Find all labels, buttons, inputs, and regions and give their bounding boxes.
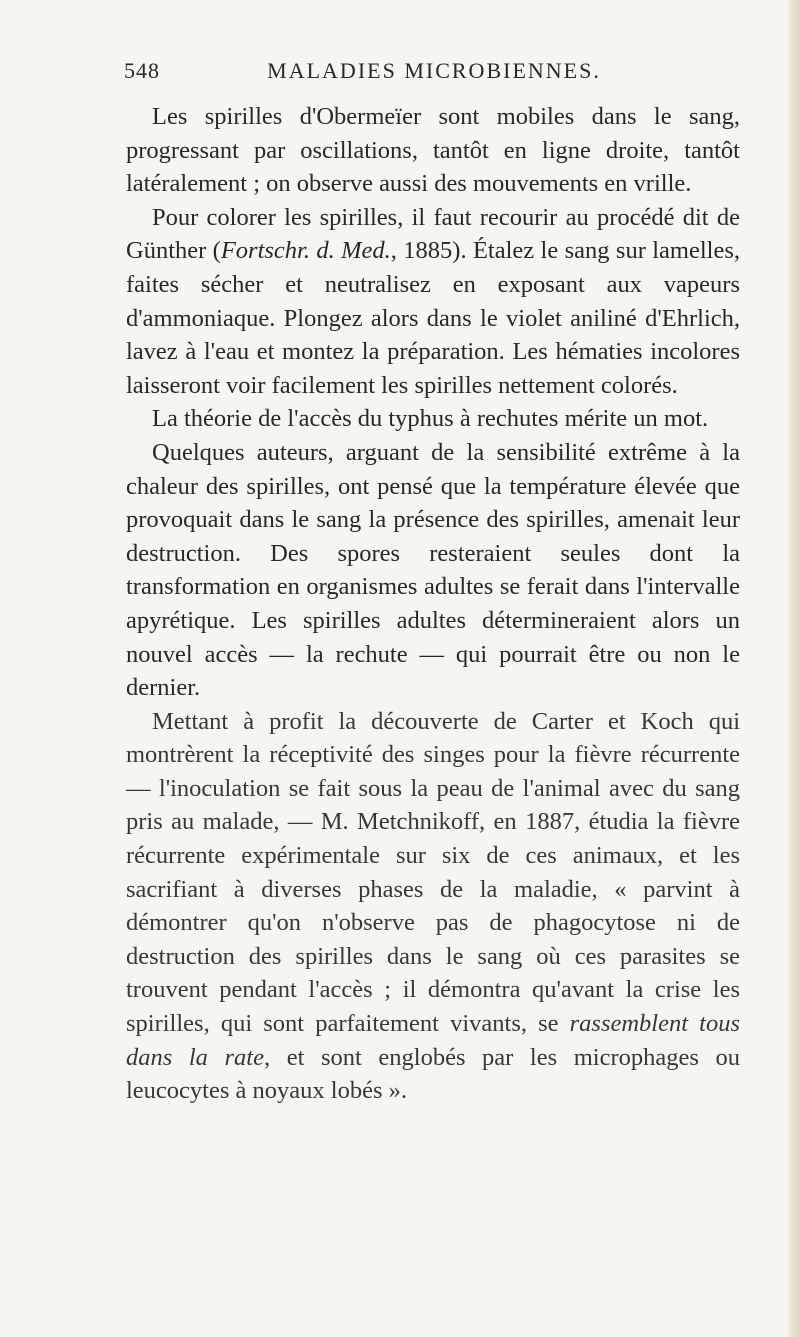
paragraph-2-text-a: Pour colorer les spirilles, il faut recourir au procédé dit de Günther ( [126,203,740,265]
page-number: 548 [124,58,160,83]
running-title: MALADIES MICROBIENNES. [267,58,601,83]
paragraph-3-text: La théorie de l'accès du typhus à rechutes mérite un mot. [152,405,709,433]
body-text [126,100,740,1108]
page-edge [786,0,800,1337]
citation-journal: Fortschr. d. Med. [220,237,391,265]
paragraph-4-text: Quelques auteurs, arguant de la sensibilité extrême à la chaleur des spirilles, ont pensé que la température élevée que provoquait dans le sang la présence des spirilles, amenait leur destruction. Des spores resteraient seules dont la transformation en organismes adultes se ferait dans l'intervalle apyrétique. Les spirilles adultes détermineraient alors un nouvel accès — la rechute — qui pourrait être ou non le dernier. [126,438,740,702]
paragraph-1-text: Les spirilles d'Obermeïer sont mobiles dans le sang, progressant par oscillations, tantôt en ligne droite, tantôt latéralement ; on observe aussi des mouvements en vrille. [126,103,740,198]
paragraph-2-text-b: , 1885). Étalez le sang sur lamelles, faites sécher et neutralisez en exposant aux vapeurs d'ammoniaque. Plongez alors dans le violet aniliné d'Ehrlich, lavez à l'eau et montez la préparation. Les hématies incolores laisseront voir facilement les spirilles nettement colorés. [126,237,740,399]
paragraph-5-text-a: Mettant à profit la découverte de Carter et Koch qui montrèrent la réceptivité des singes pour la fièvre récurrente — l'inoculation se fait sous la peau de l'animal avec du sang pris au malade, — M. Metchnikoff, en 1887, étudia la fièvre récurrente expérimentale sur six de ces animaux, et les sacrifiant à diverses phases de la maladie, « parvint à démontrer qu'on n'observe pas de phagocytose ni de destruction des spirilles dans le sang où ces parasites se trouvent pendant l'accès ; il démontra qu'avant la crise les spirilles, qui sont parfaitement vivants, se [126,707,740,1038]
paragraph-5-italic: rassemblent tous dans la rate [126,1010,741,1071]
paragraph-3 [126,402,740,436]
paragraph-5 [126,705,740,1108]
paragraph-1 [126,100,740,201]
paragraph-2 [126,201,740,403]
paragraph-5-text-b: , et sont englobés par les microphages ou leucocytes à noyaux lobés ». [126,1043,740,1105]
paragraph-4 [126,436,740,705]
page-header [124,58,744,90]
